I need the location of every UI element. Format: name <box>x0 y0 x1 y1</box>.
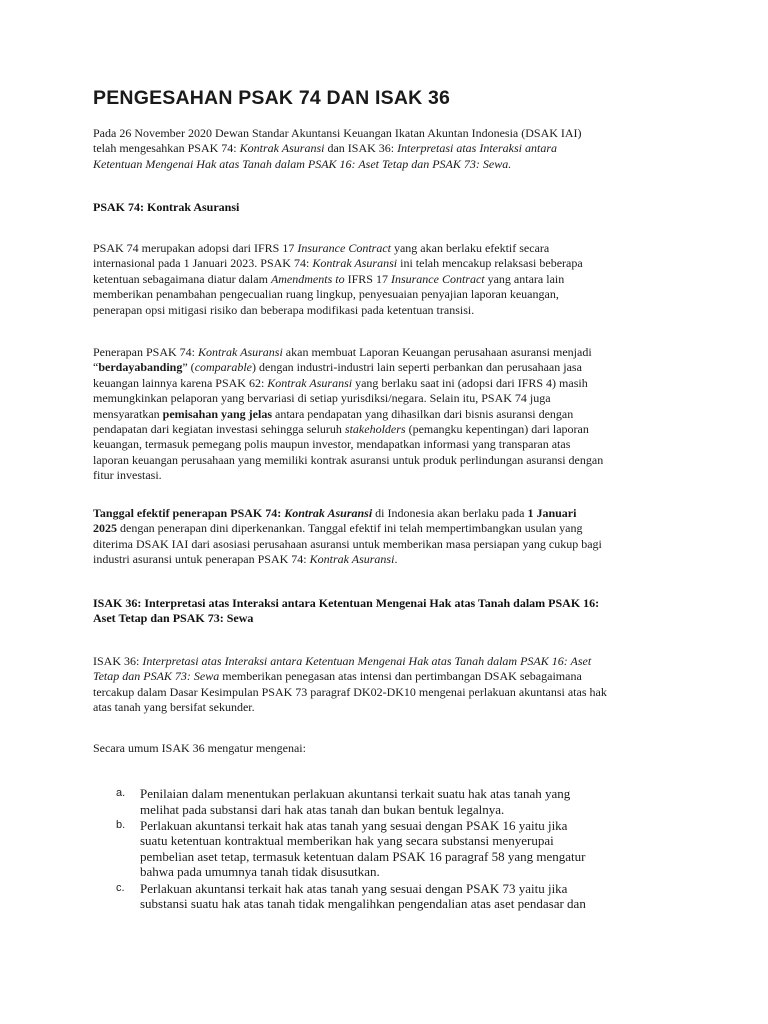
intro-line-3: Ketentuan Mengenai Hak atas Tanah dalam PSAK 16: Aset Tetap dan PSAK 73: Sewa. <box>93 156 512 171</box>
list-marker: a. <box>116 787 126 799</box>
isak36-paragraph-1: ISAK 36: Interpretasi atas Interaksi antara Ketentuan Mengenai Hak atas Tanah dalam PSAK 16: Aset Tetap dan PSAK 73: Sewa memberikan penegasan atas intensi dan pertimbangan DSAK sebagaimana tercakup dalam Dasar Kesimpulan PSAK 73 paragraf DK02-DK10 mengenai perlakuan akuntansi atas hak atas tanah yang bersifat sekunder. <box>93 654 607 715</box>
list-marker: c. <box>116 881 125 894</box>
psak74-paragraph-2: Penerapan PSAK 74: Kontrak Asuransi akan membuat Laporan Keuangan perusahaan asuransi menjadi “berdayabanding” (comparable) dengan industri-industri lain seperti perbankan dan perusahaan jasa keuangan lainnya karena PSAK 62: Kontrak Asuransi yang berlaku saat ini (adopsi dari IFRS 4) masih memungkinkan pelaporan yang bervariasi di setiap yurisdiksi/negara. Selain itu, PSAK 74 juga mensyaratkan pemisahan yang jelas antara pendapatan yang dihasilkan dari bisnis asuransi dengan pendapatan dari kegiatan investasi sehingga seluruh stakeholders (pemangku kepentingan) dari laporan keuangan, termasuk pemegang polis maupun investor, mendapatkan informasi yang transparan atas laporan keuangan perusahaan yang memiliki kontrak asuransi untuk produk perlindungan asuransi dengan fitur investasi. <box>93 345 604 483</box>
list-marker: b. <box>116 818 126 831</box>
isak36-list <box>93 786 683 912</box>
page-title: PENGESAHAN PSAK 74 DAN ISAK 36 <box>93 87 451 109</box>
intro-line-2: telah mengesahkan PSAK 74: Kontrak Asuransi dan ISAK 36: Interpretasi atas Interaksi antara <box>93 141 558 156</box>
list-item: a. Penilaian dalam menentukan perlakuan akuntansi terkait suatu hak atas tanah yang melihat pada substansi dari hak atas tanah dan bukan bentuk legalnya. <box>116 786 571 817</box>
psak74-heading: PSAK 74: Kontrak Asuransi <box>93 200 240 214</box>
intro-line-1: Pada 26 November 2020 Dewan Standar Akuntansi Keuangan Ikatan Akuntan Indonesia (DSAK IAI) <box>93 126 582 140</box>
intro-paragraph <box>93 126 683 172</box>
list-item: b. Perlakuan akuntansi terkait hak atas tanah yang sesuai dengan PSAK 16 yaitu jika suatu ketentuan kontraktual memberikan hak yang secara substansi menyerupai pembelian aset tetap, termasuk ketentuan dalam PSAK 16 paragraf 58 yang mengatur bahwa pada umumnya tanah tidak disusutkan. <box>116 817 586 880</box>
psak74-paragraph-3: Tanggal efektif penerapan PSAK 74: Kontrak Asuransi di Indonesia akan berlaku pada 1 Januari 2025 dengan penerapan dini diperkenankan. Tanggal efektif ini telah mempertimbangkan usulan yang diterima DSAK IAI dari asosiasi perusahaan asuransi untuk memberikan masa persiapan yang cukup bagi industri asuransi untuk penerapan PSAK 74: Kontrak Asuransi. <box>93 506 602 567</box>
list-item: c. Perlakuan akuntansi terkait hak atas tanah yang sesuai dengan PSAK 73 yaitu jika substansi suatu hak atas tanah tidak mengalihkan pengendalian atas aset pendasar dan <box>116 880 586 912</box>
psak74-paragraph-1: PSAK 74 merupakan adopsi dari IFRS 17 Insurance Contract yang akan berlaku efektif secara internasional pada 1 Januari 2023. PSAK 74: Kontrak Asuransi ini telah mencakup relaksasi beberapa ketentuan sebagaimana diatur dalam Amendments to IFRS 17 Insurance Contract yang antara lain memberikan penambahan pengecualian ruang lingkup, penyesuaian penyajian laporan keuangan, penerapan opsi mitigasi risiko dan beberapa modifikasi pada ketentuan transisi. <box>93 241 583 317</box>
isak36-heading: ISAK 36: Interpretasi atas Interaksi antara Ketentuan Mengenai Hak atas Tanah dalam PSAK 16: Aset Tetap dan PSAK 73: Sewa <box>93 596 600 626</box>
isak36-paragraph-2: Secara umum ISAK 36 mengatur mengenai: <box>93 741 306 755</box>
